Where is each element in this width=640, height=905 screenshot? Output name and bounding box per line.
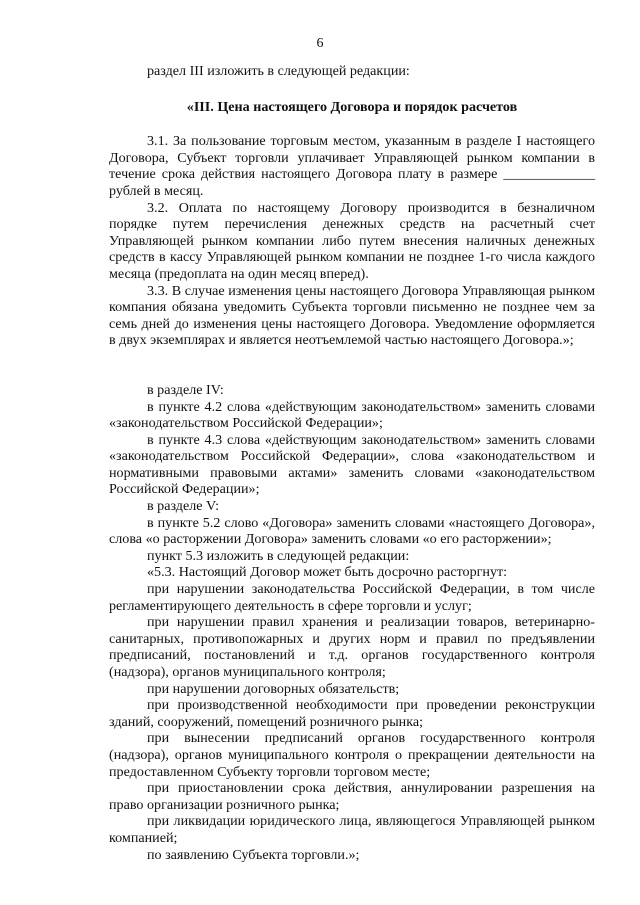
document-body: [109, 63, 595, 863]
amendment-paragraph: при ликвидации юридического лица, являющегося Управляющей рынком компанией;: [109, 813, 595, 846]
page-number: 6: [316, 36, 324, 51]
amendment-paragraph: при нарушении правил хранения и реализации товаров, ветеринарно-санитарных, противопожарных и других норм и правил по предъявлении предписаний, постановлений и т.д. органов государственного контроля (надзора), органов муниципального контроля;: [109, 614, 595, 680]
paragraph-gap: [109, 349, 595, 382]
amendment-paragraph: в пункте 5.2 слово «Договора» заменить словами «настоящего Договора», слова «о расторжении Договора» заменить словами «о его расторжении»;: [109, 514, 595, 548]
amendment-paragraph: по заявлению Субъекта торговли.»;: [147, 846, 360, 863]
amendment-paragraph: пункт 5.3 изложить в следующей редакции:: [147, 547, 410, 564]
amendment-paragraph: при нарушении законодательства Российской Федерации, в том числе регламентирующего деятельность в сфере торговли и услуг;: [109, 581, 595, 614]
section-heading: «III. Цена настоящего Договора и порядок расчетов: [186, 98, 518, 115]
paragraph-3-2: 3.2. Оплата по настоящему Договору производится в безналичном порядке путем перечисления денежных средств на расчетный счет Управляющей рынком компании либо путем внесения наличных денежных средств в кассу Управляющей рынком компании не позднее 1-го числа каждого месяца (предоплата на один месяц вперед).: [109, 199, 595, 282]
paragraph-3-3: 3.3. В случае изменения цены настоящего Договора Управляющая рынком компания обязана уведомить Субъекта торговли письменно не позднее чем за семь дней до изменения цены настоящего Договора. Уведомление оформляется в двух экземплярах и является неотъемлемой частью настоящего Договора.»;: [109, 282, 595, 349]
amendment-paragraph: при приостановлении срока действия, аннулировании разрешения на право организации розничного рынка;: [109, 780, 595, 813]
amendment-paragraph: при производственной необходимости при проведении реконструкции зданий, сооружений, помещений розничного рынка;: [109, 697, 595, 730]
amendment-paragraph: в пункте 4.3 слова «действующим законодательством» заменить словами «законодательством Российской Федерации», слова «законодательством и нормативными правовыми актами» заменить словами «законодательством Российской Федерации»;: [109, 431, 595, 498]
amendment-paragraph: в разделе V:: [147, 498, 220, 515]
amendment-paragraph: в разделе IV:: [147, 381, 224, 398]
amendment-paragraph: при нарушении договорных обязательств;: [147, 680, 400, 697]
amendment-paragraph: в пункте 4.2 слова «действующим законодательством» заменить словами «законодательством Российской Федерации»;: [109, 398, 595, 432]
intro-paragraph: раздел III изложить в следующей редакции:: [147, 63, 410, 79]
amendment-paragraph: «5.3. Настоящий Договор может быть досрочно расторгнут:: [147, 564, 508, 581]
paragraph-3-1: 3.1. За пользование торговым местом, указанным в разделе I настоящего Договора, Субъект торговли уплачивает Управляющей рынком компании в течение срока действия настоящего Договора плату в размере _____________ рублей в месяц.: [109, 133, 595, 199]
amendment-paragraph: при вынесении предписаний органов государственного контроля (надзора), органов муниципального контроля о прекращении деятельности на предоставленном Субъекту торговли торговом месте;: [109, 730, 595, 780]
